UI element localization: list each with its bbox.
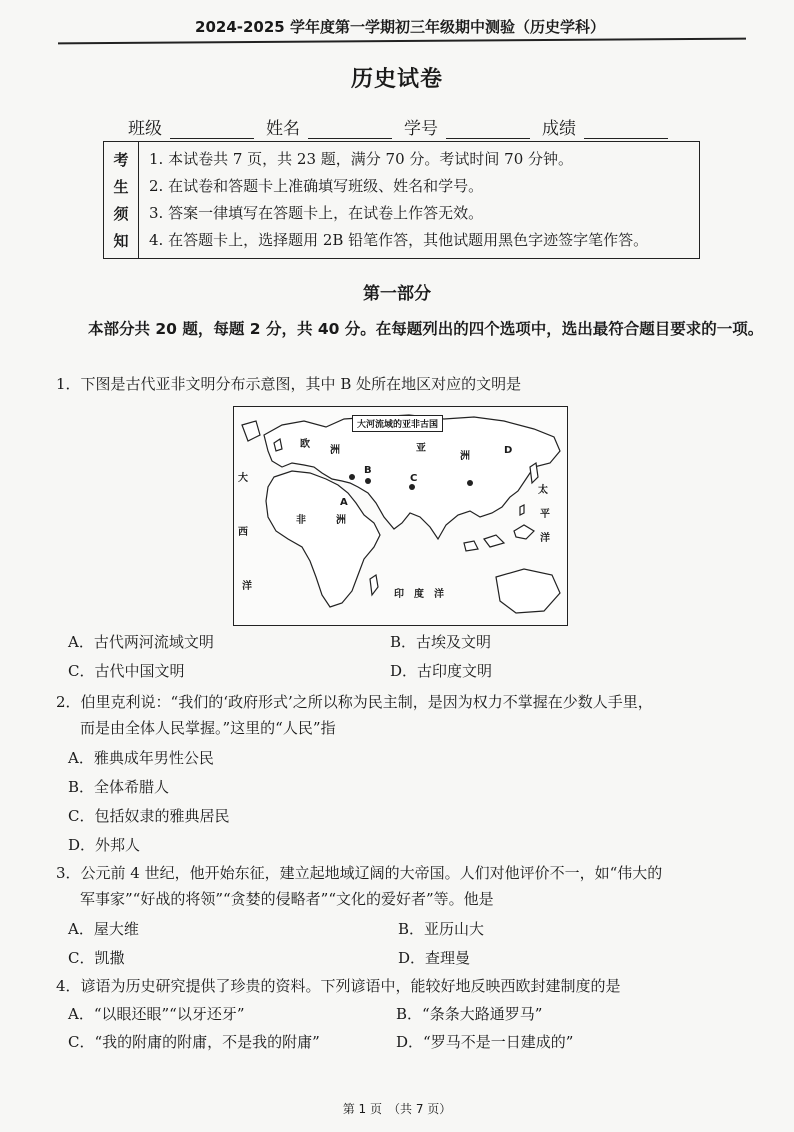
info-id [404, 114, 530, 139]
question-4-option-d[interactable]: D．“罗马不是一日建成的” [396, 1033, 574, 1051]
section-title: 第一部分 [363, 284, 431, 304]
question-3-option-c[interactable]: C．凯撒 [68, 949, 125, 967]
map-label-asia: 洲 [460, 451, 470, 462]
map-label-atlantic: 大 [238, 473, 248, 484]
notice-box [103, 141, 700, 259]
question-2-stem: 2．伯里克利说：“我们的‘政府形式’之所以称为民主制，是因为权力不掌握在少数人手里， [56, 693, 653, 711]
map-marker-b: B [364, 465, 372, 476]
map-label-atlantic: 洋 [242, 581, 252, 592]
info-class [128, 114, 254, 139]
map-marker-a: A [340, 497, 348, 508]
notice-item: 4. 在答题卡上，选择题用 2B 铅笔作答，其他试题用黑色字迹签字笔作答。 [149, 231, 649, 249]
map-marker-c: C [410, 473, 418, 484]
notice-side-char: 考 [113, 151, 129, 169]
section-description: 本部分共 20 题，每题 2 分，共 40 分。在每题列出的四个选项中，选出最符合题目要求的一项。 [88, 320, 764, 338]
notice-item: 1. 本试卷共 7 页，共 23 题，满分 70 分。考试时间 70 分钟。 [149, 150, 574, 168]
exam-header: 2024-2025 学年度第一学期初三年级期中测验（历史学科） [195, 18, 605, 36]
question-3-stem: 3．公元前 4 世纪，他开始东征，建立起地域辽阔的大帝国。人们对他评价不一，如“伟大的 [56, 864, 663, 882]
question-4-option-b[interactable]: B．“条条大路通罗马” [396, 1005, 543, 1023]
question-3-option-a[interactable]: A．屋大维 [68, 920, 139, 938]
page-footer: 第 1 页 （共 7 页） [342, 1102, 452, 1116]
notice-side-char: 生 [113, 178, 129, 196]
question-4-option-c[interactable]: C．“我的附庸的附庸，不是我的附庸” [68, 1033, 320, 1051]
info-name-blank[interactable] [308, 120, 392, 139]
map-marker-d: D [504, 445, 513, 456]
info-class-label: 班级 [128, 119, 162, 139]
map-label-pacific: 平 [540, 509, 550, 520]
question-2-option-b[interactable]: B．全体希腊人 [68, 778, 170, 796]
student-info-row [128, 114, 688, 139]
info-id-label: 学号 [404, 119, 438, 139]
notice-list [139, 142, 699, 258]
map-title: 大河流域的亚非古国 [352, 415, 443, 432]
info-name-label: 姓名 [266, 119, 300, 139]
map-label-atlantic: 西 [238, 527, 248, 538]
header-rule [58, 38, 746, 45]
info-score [542, 114, 668, 139]
notice-item: 3. 答案一律填写在答题卡上，在试卷上作答无效。 [149, 204, 484, 222]
notice-side-label [104, 142, 139, 258]
question-1-option-a[interactable]: A．古代两河流域文明 [68, 633, 214, 651]
question-1-option-c[interactable]: C．古代中国文明 [68, 662, 185, 680]
question-3-option-b[interactable]: B．亚历山大 [398, 920, 485, 938]
map-label-europe: 欧 [300, 439, 310, 450]
question-1-option-b[interactable]: B．古埃及文明 [390, 633, 492, 651]
paper-title: 历史试卷 [350, 67, 443, 92]
map-label-europe: 洲 [330, 445, 340, 456]
question-2-option-a[interactable]: A．雅典成年男性公民 [68, 749, 214, 767]
question-2-option-d[interactable]: D．外邦人 [68, 836, 141, 854]
notice-side-char: 须 [113, 205, 129, 223]
question-3-option-d[interactable]: D．查理曼 [398, 949, 471, 967]
map-label-pacific: 太 [538, 485, 548, 496]
info-score-label: 成绩 [542, 119, 576, 139]
question-3-stem: 军事家”“好战的将领”“贪婪的侵略者”“文化的爱好者”等。他是 [80, 890, 494, 908]
ancient-civilizations-map [233, 406, 568, 626]
info-id-blank[interactable] [446, 120, 530, 139]
notice-item: 2. 在试卷和答题卡上准确填写班级、姓名和学号。 [149, 177, 484, 195]
map-label-asia: 亚 [416, 443, 426, 454]
map-label-pacific: 洋 [540, 533, 550, 544]
question-2-stem: 而是由全体人民掌握。”这里的“人民”指 [80, 719, 336, 737]
notice-side-char: 知 [113, 232, 129, 250]
question-2-option-c[interactable]: C．包括奴隶的雅典居民 [68, 807, 230, 825]
question-4-option-a[interactable]: A．“以眼还眼”“以牙还牙” [68, 1005, 245, 1023]
map-label-africa: 非 [296, 515, 306, 526]
info-name [266, 114, 392, 139]
question-4-stem: 4．谚语为历史研究提供了珍贵的资料。下列谚语中，能较好地反映西欧封建制度的是 [56, 977, 621, 995]
map-label-indian-ocean: 印 度 洋 [394, 589, 444, 600]
question-1-option-d[interactable]: D．古印度文明 [390, 662, 493, 680]
map-label-africa: 洲 [336, 515, 346, 526]
question-1-stem: 1．下图是古代亚非文明分布示意图，其中 B 处所在地区对应的文明是 [56, 375, 522, 393]
info-score-blank[interactable] [584, 120, 668, 139]
info-class-blank[interactable] [170, 120, 254, 139]
